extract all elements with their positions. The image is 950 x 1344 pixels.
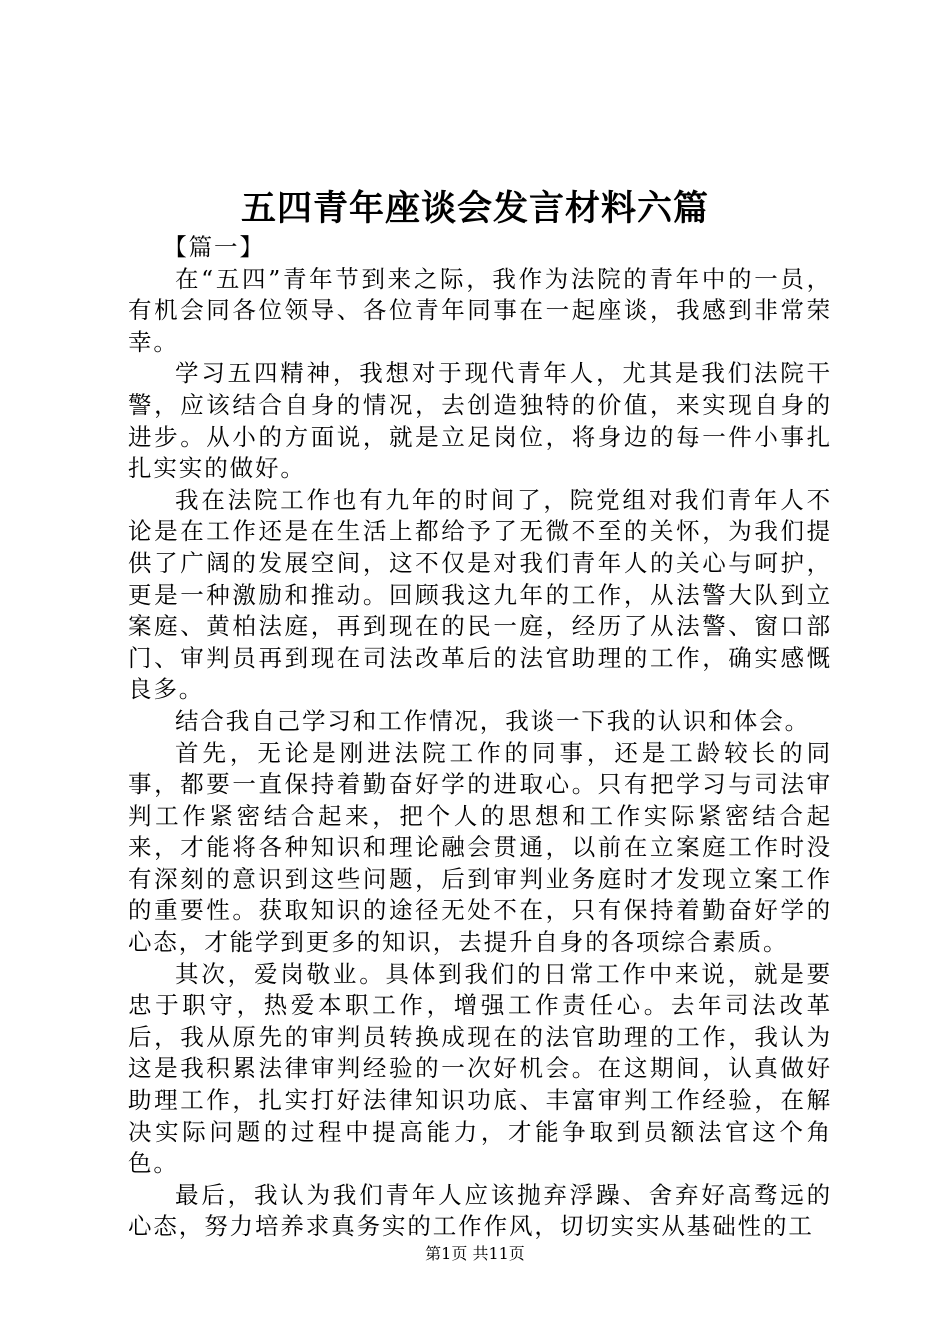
paragraph: 我在法院工作也有九年的时间了，院党组对我们青年人不论是在工作还是在生活上都给予了无微不至的关怀，为我们提供了广阔的发展空间，这不仅是对我们青年人的关心与呵护，更是一种激励和推动。回顾我这九年的工作，从法警大队到立案庭、黄柏法庭，再到现在的民一庭，经历了从法警、窗口部门、审判员再到现在司法改革后的法官助理的工作，确实感慨良多。 (128, 485, 832, 704)
paragraph: 首先，无论是刚进法院工作的同事，还是工龄较长的同事，都要一直保持着勤奋好学的进取心。只有把学习与司法审判工作紧密结合起来，把个人的思想和工作实际紧密结合起来，才能将各种知识和理论融会贯通，以前在立案庭工作时没有深刻的意识到这些问题，后到审判业务庭时才发现立案工作的重要性。获取知识的途径无处不在，只有保持着勤奋好学的心态，才能学到更多的知识，去提升自身的各项综合素质。 (128, 738, 832, 957)
paragraph: 其次，爱岗敬业。具体到我们的日常工作中来说，就是要忠于职守，热爱本职工作，增强工作责任心。去年司法改革后，我从原先的审判员转换成现在的法官助理的工作，我认为这是我积累法律审判经验的一次好机会。在这期间，认真做好助理工作，扎实打好法律知识功底、丰富审判工作经验，在解决实际问题的过程中提高能力，才能争取到员额法官这个角色。 (128, 959, 832, 1178)
paragraph: 结合我自己学习和工作情况，我谈一下我的认识和体会。 (175, 706, 810, 735)
paragraph: 最后，我认为我们青年人应该抛弃浮躁、舍弃好高骛远的心态，努力培养求真务实的工作作风，切切实实从基础性的工 (128, 1180, 832, 1241)
paragraph: 学习五四精神，我想对于现代青年人，尤其是我们法院干警，应该结合自身的情况，去创造独特的价值，来实现自身的进步。从小的方面说，就是立足岗位，将身边的每一件小事扎扎实实的做好。 (128, 359, 832, 483)
document-body (128, 232, 832, 1243)
section-heading: 【篇一】 (163, 233, 265, 261)
paragraph: 在“五四”青年节到来之际，我作为法院的青年中的一员，有机会同各位领导、各位青年同事在一起座谈，我感到非常荣幸。 (128, 264, 832, 356)
page-footer: 第1页 共11页 (425, 1244, 525, 1263)
document-title: 五四青年座谈会发言材料六篇 (240, 188, 709, 229)
